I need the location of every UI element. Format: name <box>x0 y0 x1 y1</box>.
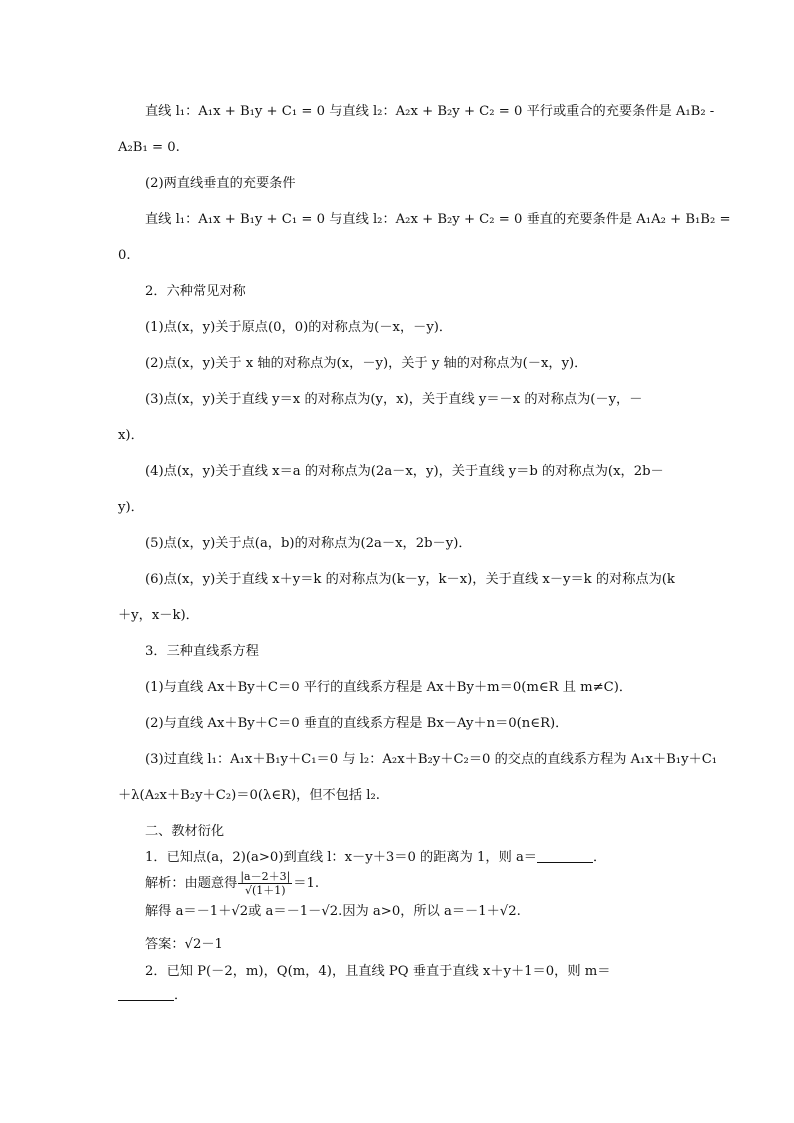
text-line <box>0 933 794 957</box>
solution-line <box>0 870 794 897</box>
line-text: 直线 l₁：A₁x + B₁y + C₁ = 0 与直线 l₂：A₂x + B₂y + C₂ = 0 平行或重合的充要条件是 A₁B₂ - <box>145 104 715 119</box>
text-line <box>0 712 794 736</box>
q1-end: ． <box>593 850 607 865</box>
text-line <box>0 532 794 556</box>
text-line <box>0 496 794 520</box>
text-line <box>0 604 794 628</box>
line-text: 答案：√2－1 <box>145 937 223 952</box>
line-text: (3)过直线 l₁：A₁x＋B₁y＋C₁＝0 与 l₂：A₂x＋B₂y＋C₂＝0 的交点的直线系方程为 A₁x＋B₁y＋C₁ <box>145 752 718 767</box>
line-text: (6)点(x，y)关于直线 x＋y＝k 的对称点为(k－y，k－x)，关于直线 x－y＝k 的对称点为(k <box>145 572 675 587</box>
line-text: (1)点(x，y)关于原点(0，0)的对称点为(－x，－y)． <box>145 320 453 335</box>
line-text: x)． <box>118 428 144 443</box>
answer-blank <box>537 848 593 863</box>
line-text: (2)点(x，y)关于 x 轴的对称点为(x，－y)，关于 y 轴的对称点为(－x，y)． <box>145 356 588 371</box>
line-text: (3)点(x，y)关于直线 y＝x 的对称点为(y，x)，关于直线 y＝－x 的对称点为(－y，－ <box>145 392 643 407</box>
line-text: ＋λ(A₂x＋B₂y＋C₂)＝0(λ∈R)，但不包括 l₂. <box>118 788 381 803</box>
text-line <box>0 352 794 376</box>
text-line <box>0 316 794 340</box>
line-text: 2．已知 P(－2，m)，Q(m，4)，且直线 PQ 垂直于直线 x＋y＋1＝0，则 m＝ <box>145 964 611 979</box>
line-text: 0. <box>118 248 131 263</box>
text-line <box>0 100 794 124</box>
q2-end: ． <box>174 988 188 1003</box>
fraction-denominator: √(1＋1) <box>245 884 286 897</box>
line-text: 直线 l₁：A₁x + B₁y + C₁ = 0 与直线 l₂：A₂x + B₂y + C₂ = 0 垂直的充要条件是 A₁A₂ + B₁B₂ = <box>145 212 731 227</box>
text-line <box>0 676 794 700</box>
line-text: 1．已知点(a，2)(a>0)到直线 l：x－y＋3＝0 的距离为 1，则 a＝ <box>145 850 537 865</box>
line-text: 解得 a＝－1＋√2或 a＝－1－√2.因为 a>0，所以 a＝－1＋√2. <box>145 904 521 919</box>
line-text: A₂B₁ = 0. <box>118 140 180 155</box>
q2-answer-line <box>0 984 794 1008</box>
text-line <box>0 388 794 412</box>
text-line <box>0 460 794 484</box>
text-line <box>0 960 794 984</box>
line-text: 3．三种直线系方程 <box>145 644 259 659</box>
text-line <box>0 244 794 268</box>
text-line <box>0 208 794 232</box>
text-line <box>0 424 794 448</box>
answer-blank <box>118 986 174 1001</box>
fraction-numerator: |a－2＋3| <box>240 870 291 883</box>
text-line <box>0 280 794 304</box>
line-text: 二、教材衍化 <box>145 824 225 839</box>
line-text: (4)点(x，y)关于直线 x＝a 的对称点为(2a－x，y)，关于直线 y＝b 的对称点为(x，2b－ <box>145 464 664 479</box>
line-text: (2)与直线 Ax＋By＋C＝0 垂直的直线系方程是 Bx－Ay＋n＝0(n∈R)． <box>145 716 569 731</box>
line-text: (1)与直线 Ax＋By＋C＝0 平行的直线系方程是 Ax＋By＋m＝0(m∈R 且 m≠C)． <box>145 680 633 695</box>
line-text: ＋y，x－k)． <box>118 608 199 623</box>
text-line <box>0 846 794 870</box>
text-line <box>0 748 794 772</box>
line-text: 2．六种常见对称 <box>145 284 246 299</box>
text-line <box>0 900 794 924</box>
text-line <box>0 568 794 592</box>
line-text: y)． <box>118 500 144 515</box>
solution-prefix: 解析：由题意得 <box>145 876 238 891</box>
text-line <box>0 136 794 160</box>
text-line <box>0 640 794 664</box>
line-text: (5)点(x，y)关于点(a，b)的对称点为(2a－x，2b－y)． <box>145 536 472 551</box>
solution-suffix: ＝1. <box>293 876 320 891</box>
line-text: (2)两直线垂直的充要条件 <box>145 176 296 191</box>
text-line <box>0 784 794 808</box>
fraction <box>238 870 292 897</box>
text-line <box>0 820 794 844</box>
text-line <box>0 172 794 196</box>
